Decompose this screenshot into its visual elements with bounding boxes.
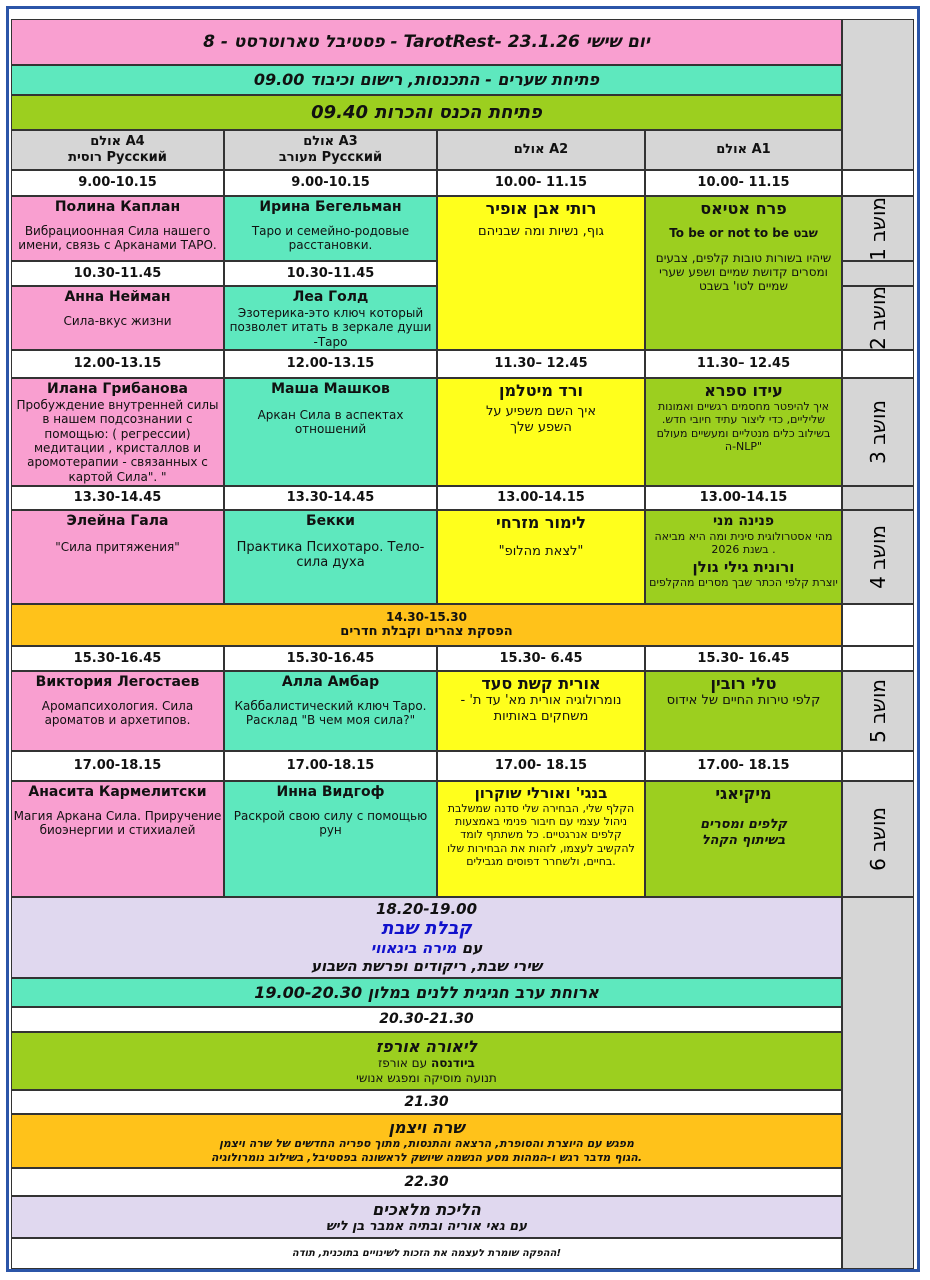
sarah-weizman: שרה ויצמן מפגש עם היוצרת והסופרת, הרצאה והתנסות, מתוך ספריה החדשים של שרה ויצמן הגוף מדבר רגש ו-המהות מסע הנשמה שיושק לראשונה בפסטיבל, בשילוב נומרולוגיה. [11,1114,842,1168]
session-2-label: מושב 2 [842,286,914,350]
time-a4-6: 17.00-18.15 [11,751,224,781]
session-5-label: מושב 5 [842,671,914,751]
side-gap [842,261,914,286]
time-a2-5: 15.30- 6.45 [437,646,645,671]
time-a2-1: 10.00- 11.15 [437,170,645,196]
cell-a2-1: רותי אבן אופיר גוף, נשיות ומה שבניהם [437,196,645,350]
time-a3-5: 15.30-16.45 [224,646,437,671]
time-a4-2: 10.30-11.45 [11,261,224,286]
cell-a3-6: Инна Видгоф Раскрой свою силу с помощью рун [224,781,437,897]
side-blank [842,604,914,646]
time-a4-1: 9.00-10.15 [11,170,224,196]
side-blank [842,646,914,671]
cell-a3-3: Маша Машков Аркан Сила в аспектах отношений [224,378,437,486]
time-2230: 22.30 [11,1168,842,1196]
evening-side-cell [842,897,914,1269]
session-1-label: מושב 1 [842,196,914,261]
cell-a3-5: Алла Амбар Каббалистический ключ Таро. Расклад "В чем моя сила?" [224,671,437,751]
hall-a2-header: אולם A2 [437,130,645,170]
time-a4-4: 13.30-14.45 [11,486,224,510]
side-gap [842,486,914,510]
time-a1-3: 11.30– 12.45 [645,350,842,378]
gates-opening: 09.00 פתיחת שערים - התכנסות, רישום וכיבוד [11,65,842,95]
cell-a4-3: Илана Грибанова Пробуждение внутренней силы в нашем подсознании с помощью: ( регрессии) медитации , кристаллов и аромотерапии - связанных с картой Сила". " [11,378,224,486]
cell-a2-4: לימור מזרחי "לצאת מהלופ" [437,510,645,604]
side-blank [842,350,914,378]
time-a1-6: 17.00- 18.15 [645,751,842,781]
cell-a4-1: Полина Каплан Вибрациоонная Сила нашего имени, связь с Арканами ТАРО. [11,196,224,261]
cell-a2-6: בנגי' ואורלי שוקרון הקלף שלי, הבחירה שלי סדנה שמשלבת ניהול עצמי עם חיבור פנימי באמצעות קלפים אנרגטיים. כל משתתף לומד להקשיב לעצמו, לזהות את הבחירות שלו בחיים, ולשחרר דפוסים מגבילים. [437,781,645,897]
time-a1-4: 13.00-14.15 [645,486,842,510]
cell-a1-5: טלי רובין קלפי טירות החיים של אידוס [645,671,842,751]
angels-walk: הליכת מלאכים עם גאי אוריה ובתיה אמבר בן ליש [11,1196,842,1238]
cell-a2-5: אורית קשת סעד נומרולוגיה אורית מא' עד ת' - משחקים באותיות [437,671,645,751]
session-4-label: מושב 4 [842,510,914,604]
time-a2-4: 13.00-14.15 [437,486,645,510]
cell-a1-3: עידו ספרא איך להיפטר מחסמים רגשיים ואמונות שליליים, כדי ליצור עתיד חיובי חדש. בשילוב כלים מנטליים ומעשיים מעולם ה-NLP" [645,378,842,486]
cell-a1-6: מיקיאגי קלפים ומסרים בשיתוף הקהל [645,781,842,897]
hall-a3-header: אולם A3 מעורב Русский [224,130,437,170]
cell-a2-3: ורד מיטלמן איך השם משפיע על השפע שלך [437,378,645,486]
footer-note: ההפקה שומרת לעצמה את הזכות לשינויים בתוכנית, תודה! [11,1238,842,1269]
conference-opening: 09.40 פתיחת הכנס והכרות [11,95,842,130]
kabbalat-shabbat: 18.20-19.00 קבלת שבת עם מירה ביגאווי שירי שבת, ריקודים ופרשת השבוע [11,897,842,978]
time-a1-5: 15.30- 16.45 [645,646,842,671]
cell-a4-5: Виктория Легостаев Аромапсихология. Сила ароматов и архетипов. [11,671,224,751]
time-a1-1: 10.00- 11.15 [645,170,842,196]
hall-a1-header: אולם A1 [645,130,842,170]
time-2130: 21.30 [11,1090,842,1114]
cell-a4-4: Элейна Гала "Сила притяжения" [11,510,224,604]
hall-a4-header: אולם A4 רוסית Русский [11,130,224,170]
side-blank [842,751,914,781]
time-2030: 20.30-21.30 [11,1007,842,1032]
time-a3-6: 17.00-18.15 [224,751,437,781]
festival-title: פסטיבל טארוטרסט - 8 - TarotRest- יום שישי 23.1.26 [11,19,842,65]
header-side-cell [842,19,914,170]
time-a3-2: 10.30-11.45 [224,261,437,286]
cell-a1-4: פנינה מני מהי אסטרולוגית סינית ומה היא מביאה בשנת 2026 . ורונית גילי גולן יוצרת קלפי הכתר שבך מסרים מהקלפים [645,510,842,604]
time-a4-5: 15.30-16.45 [11,646,224,671]
time-a2-3: 11.30– 12.45 [437,350,645,378]
side-blank [842,170,914,196]
session-6-label: מושב 6 [842,781,914,897]
cell-a3-1: Ирина Бегельман Таро и семейно-родовые расстановки. [224,196,437,261]
cell-a1-1: פרח אטיאס To be or not to be שבט שיהיו בשורות טובות קלפים, צבעים ומסרים קדושת שמיים ושפע שערי שמיים לטו' בשבט [645,196,842,350]
cell-a3-2: Леа Голд Эзотерика-это ключ который позволет итать в зеркале души -Таро [224,286,437,350]
time-a3-1: 9.00-10.15 [224,170,437,196]
time-a2-6: 17.00- 18.15 [437,751,645,781]
time-a3-4: 13.30-14.45 [224,486,437,510]
lunch-break: 14.30-15.30 הפסקת צהרים וקבלת חדרים [11,604,842,646]
time-a3-3: 12.00-13.15 [224,350,437,378]
time-a4-3: 12.00-13.15 [11,350,224,378]
cell-a3-4: Бекки Практика Психотаро. Тело-сила духа [224,510,437,604]
session-3-label: מושב 3 [842,378,914,486]
biodanza: ליאורה אורפז ביודנסה עם אורפז תנועה מוסיקה ומפגש אנושי [11,1032,842,1090]
cell-a4-2: Анна Нейман Сила-вкус жизни [11,286,224,350]
festive-dinner: 19.00-20.30 ארוחת ערב חגיגית ללנים במלון [11,978,842,1007]
cell-a4-6: Анасита Кармелитски Магия Аркана Сила. Приручение биоэнергии и стихиалей [11,781,224,897]
